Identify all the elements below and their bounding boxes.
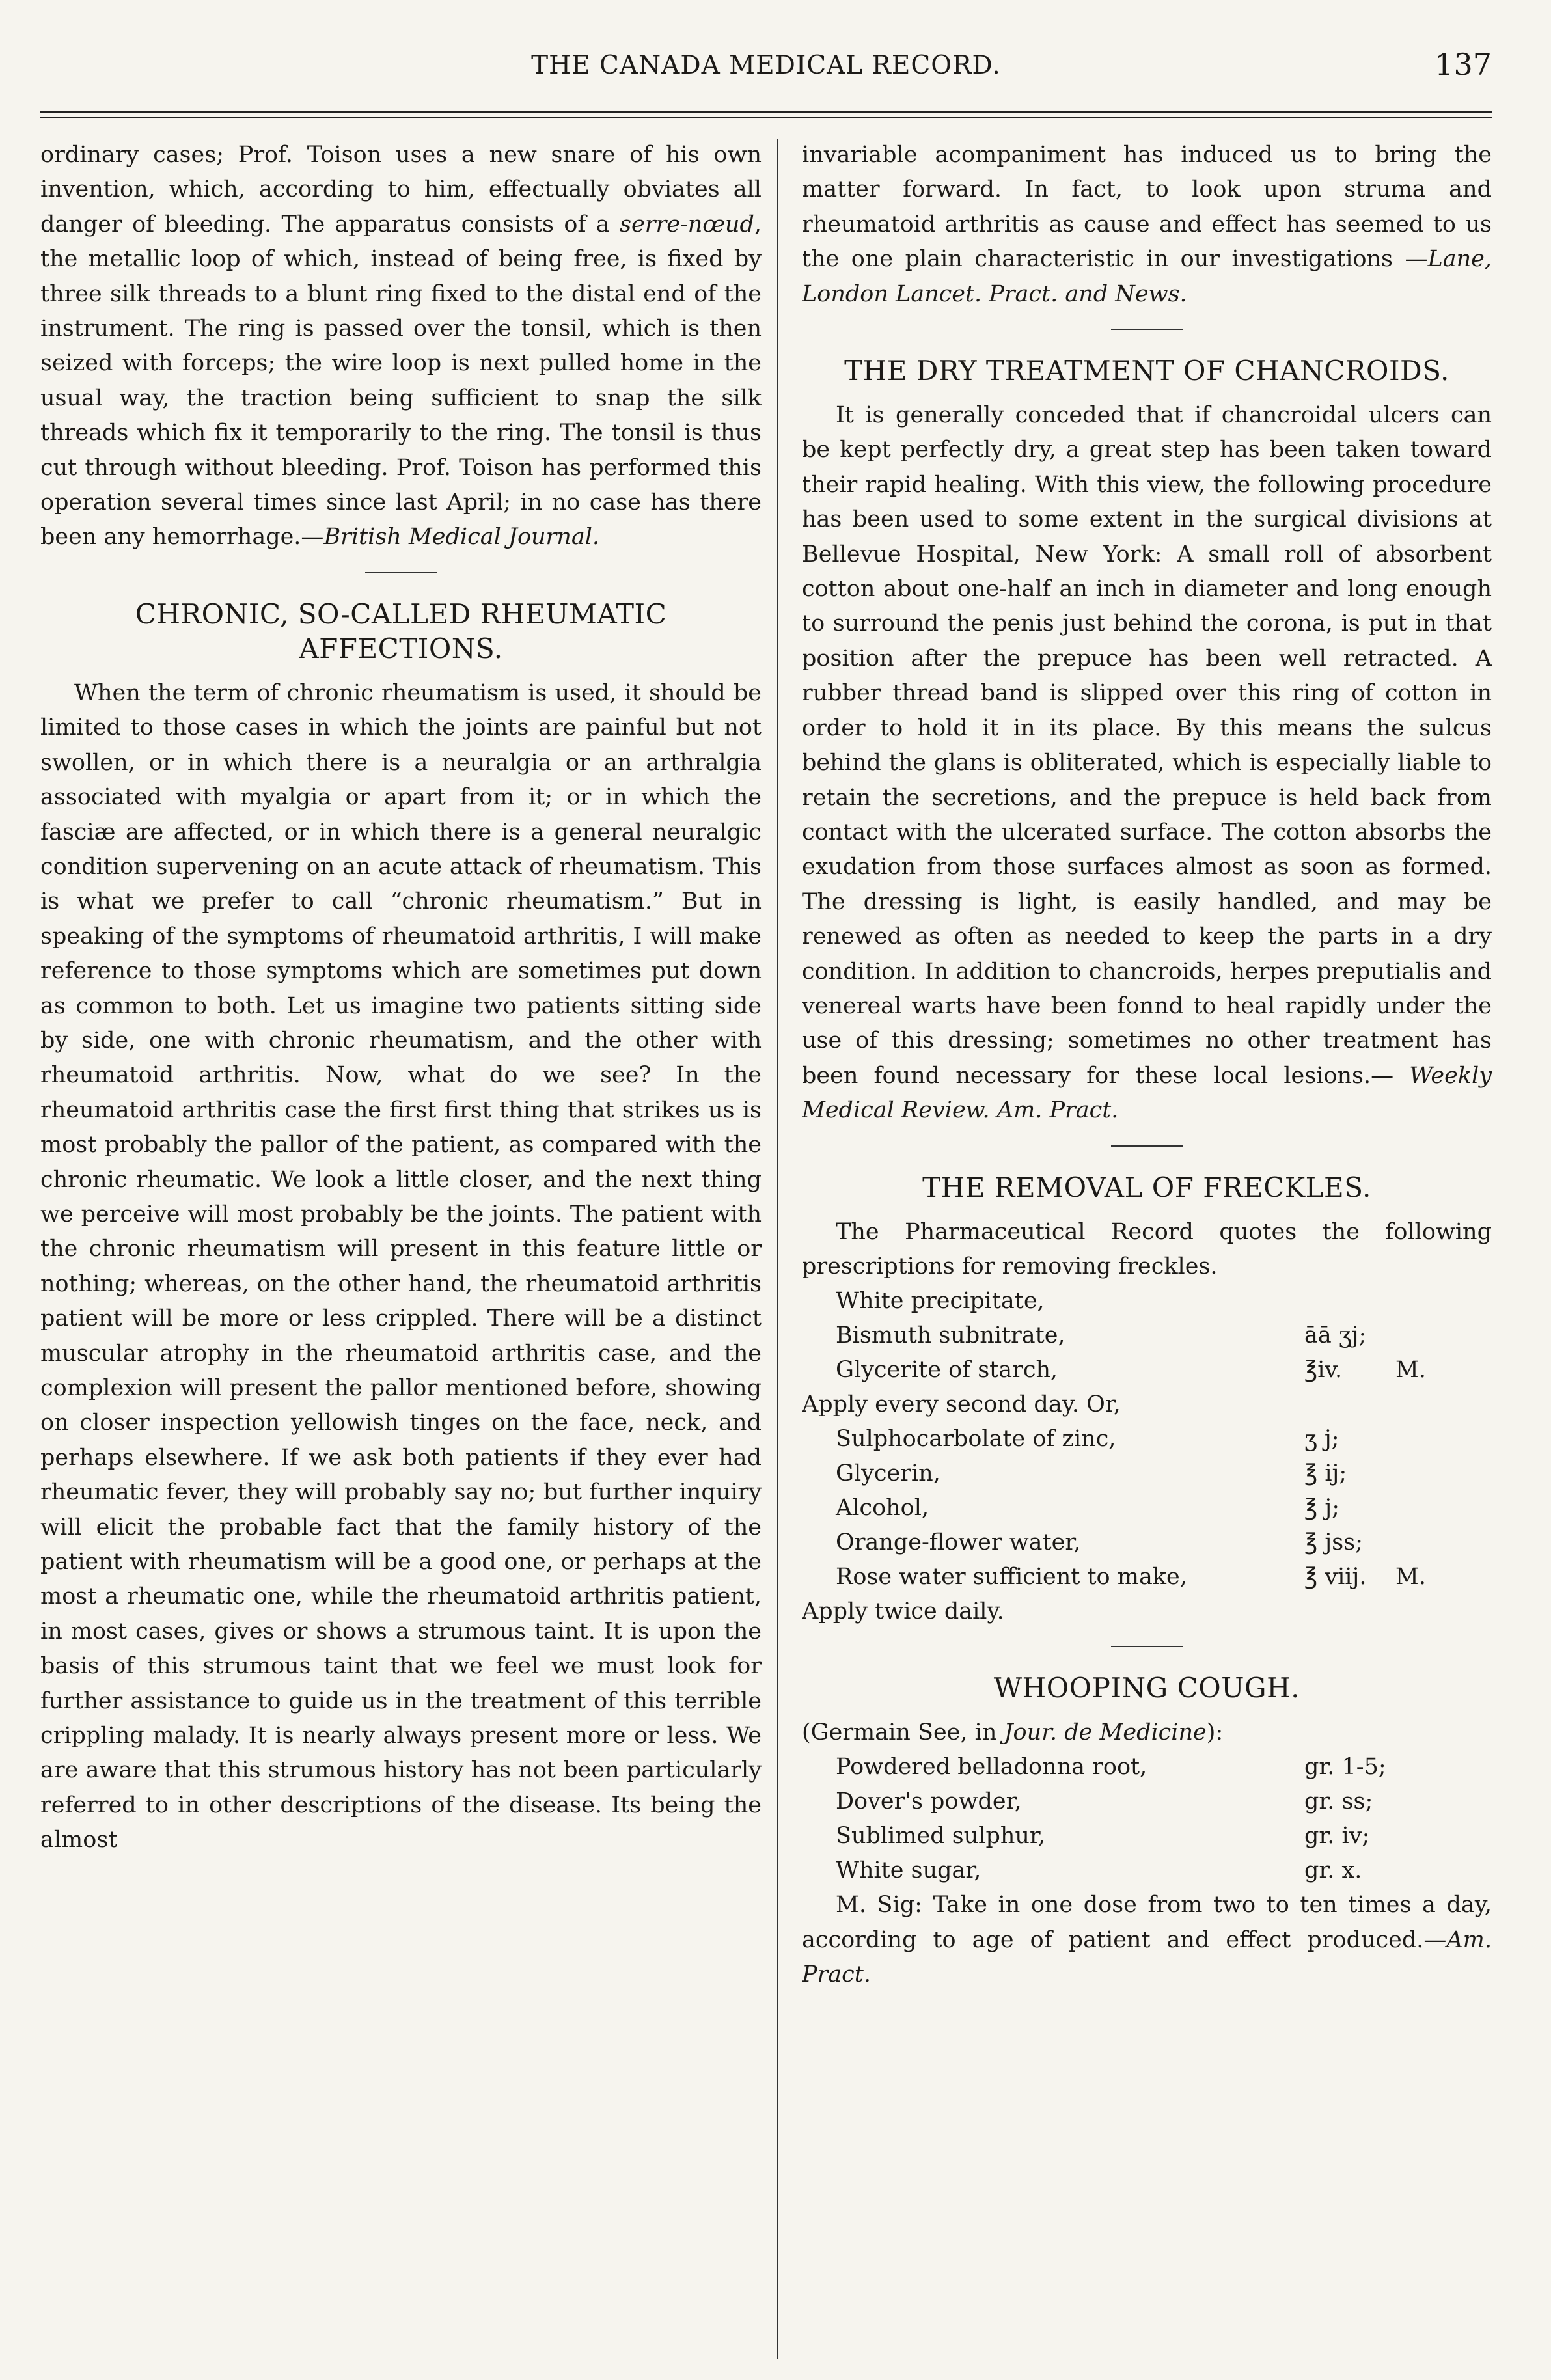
page-number: 137 (1434, 47, 1492, 82)
rx-instruction: Apply twice daily. (802, 1598, 1004, 1625)
prescription-whooping (802, 1750, 1492, 1888)
section-divider (365, 572, 437, 573)
rx-line: Glycerin, ℥ ij; (836, 1460, 1347, 1487)
rx-line: Orange-flower water, ℥ jss; (836, 1529, 1363, 1556)
rx-line: Alcohol, ℥ j; (836, 1495, 1339, 1522)
source-citation: British Medical Journal. (323, 524, 600, 551)
term-serre-noeud: serre-nœud (620, 211, 754, 238)
article-title-rheumatic: CHRONIC, SO-CALLED RHEUMATIC AFFECTIONS. (135, 597, 667, 664)
column-divider (777, 139, 778, 2359)
article-title-chancroids: THE DRY TREATMENT OF CHANCROIDS. (844, 355, 1449, 387)
prescription-1 (802, 1284, 1492, 1388)
rx-line: Glycerite of starch, ℥iv. M. (836, 1357, 1426, 1384)
header-rule-thin (40, 117, 1492, 118)
rx-line: Sublimed sulphur, gr. iv; (836, 1823, 1370, 1850)
article-title-freckles: THE REMOVAL OF FRECKLES. (922, 1171, 1371, 1203)
whooping-source: (Germain See, in Jour. de Medicine): (802, 1719, 1224, 1746)
source-citation: Am. Pract. (802, 1926, 1492, 1988)
right-column (802, 138, 1492, 2357)
continuation-paragraph-right: invariable acompaniment has induced us to bring the matter forward. In fact, to look upon struma and rheumatoid arthritis as cause and effect has seemed to us the one plain characteristic in our investigations —Lane, London Lancet. Pract. and News. (802, 142, 1492, 307)
prescription-2 (802, 1422, 1492, 1594)
page-header (40, 47, 1492, 103)
section-divider (1111, 1646, 1183, 1647)
article-body-rheumatic: When the term of chronic rheumatism is used, it should be limited to those cases in which the joints are painful but not swollen, or in which there is a neuralgia or an arthralgia associated with myalgia or apart from it; or in which the fasciæ are affected, or in which there is a general neuralgic condition supervening on an acute attack of rheumatism. This is what we prefer to call “chronic rheumatism.” But in speaking of the symptoms of rheumatoid arthritis, I will make reference to those symptoms which are sometimes put down as common to both. Let us imagine two patients sitting side by side, one with chronic rheumatism, and the other with rheumatoid arthritis. Now, what do we see? In the rheumatoid arthritis case the first first thing that strikes us is most probably the pallor of the patient, as compared with the chronic rheumatic. We look a little closer, and the next thing we perceive will most probably be the joints. The patient with the chronic rheumatism will present in this feature little or nothing; whereas, on the other hand, the rheumatoid arthritis patient will be more or less crippled. There will be a distinct muscular atrophy in the rheumatoid arthritis case, and the complexion will present the pallor mentioned before, showing on closer inspection yellowish tinges on the face, neck, and perhaps elsewhere. If we ask both patients if they ever had rheumatic fever, they will probably say no; but further inquiry will elicit the probable fact that the family history of the patient with rheumatism will be a good one, or perhaps at the most a rheumatic one, while the rheumatoid arthritis patient, in most cases, gives or shows a strumous taint. It is upon the basis of this strumous taint that we feel we must look for further assistance to guide us in the treatment of this terrible crippling malady. It is nearly always present more or less. We are aware that this strumous history has not been particularly referred to in other descriptions of the disease. Its being the almost (40, 679, 762, 1853)
continuation-paragraph: ordinary cases; Prof. Toison uses a new snare of his own invention, which, according to him, effectually obviates all danger of bleeding. The apparatus consists of a serre-nœud, the metallic loop of which, instead of being free, is fixed by three silk threads to a blunt ring fixed to the distal end of the instrument. The ring is passed over the tonsil, which is then seized with forceps; the wire loop is next pulled home in the usual way, the traction being sufficient to snap the silk threads which fix it temporarily to the ring. The tonsil is thus cut through without bleeding. Prof. Toison has performed this operation several times since last April; in no case has there been any hemorrhage.—British Medical Journal. (40, 142, 762, 551)
source-citation: Lane, London Lancet. Pract. and News. (802, 246, 1492, 307)
section-divider (1111, 1145, 1183, 1147)
rx-line: Sulphocarbolate of zinc, ʒ j; (836, 1426, 1339, 1453)
freckles-intro: The Pharmaceutical Record quotes the following prescriptions for removing freckles. (802, 1218, 1492, 1279)
whooping-directions: M. Sig: Take in one dose from two to ten times a day, according to age of patient and effect produced.—Am. Pract. (802, 1892, 1492, 1988)
running-title: THE CANADA MEDICAL RECORD. (531, 51, 1001, 80)
rx-line: White sugar, gr. x. (836, 1857, 1362, 1884)
section-divider (1111, 329, 1183, 330)
rx-line: Powdered belladonna root, gr. 1-5; (836, 1754, 1386, 1781)
rx-line: Bismuth subnitrate, āā ʒj; (836, 1322, 1367, 1349)
article-body-chancroids: It is generally conceded that if chancroidal ulcers can be kept perfectly dry, a great step has been taken toward their rapid healing. With this view, the following procedure has been used to some extent in the surgical divisions at Bellevue Hospital, New York: A small roll of absorbent cotton about one-half an inch in diameter and long enough to surround the penis just behind the corona, is put in that position after the prepuce has been well retracted. A rubber thread band is slipped over this ring of cotton in order to hold it in its place. By this means the sulcus behind the glans is obliterated, which is especially liable to retain the secretions, and the prepuce is held back from contact with the ulcerated surface. The cotton absorbs the exudation from those surfaces almost as soon as formed. The dressing is light, is easily handled, and may be renewed as often as needed to keep the parts in a dry condition. In addition to chancroids, herpes preputialis and venereal warts have been fonnd to heal rapidly under the use of this dressing; sometimes no other treatment has been found necessary for these local lesions.— Weekly Medical Review. Am. Pract. (802, 402, 1492, 1124)
article-title-whooping-cough: WHOOPING COUGH. (993, 1672, 1300, 1704)
source-citation: Weekly Medical Review. Am. Pract. (802, 1062, 1492, 1124)
rx-line: White precipitate, (836, 1288, 1045, 1315)
rx-line: Rose water sufficient to make, ℥ viij. M. (836, 1564, 1426, 1591)
left-column (40, 138, 762, 2357)
rx-line: Dover's powder, gr. ss; (836, 1788, 1373, 1815)
header-rule (40, 111, 1492, 113)
rx-instruction: Apply every second day. Or, (802, 1391, 1121, 1418)
